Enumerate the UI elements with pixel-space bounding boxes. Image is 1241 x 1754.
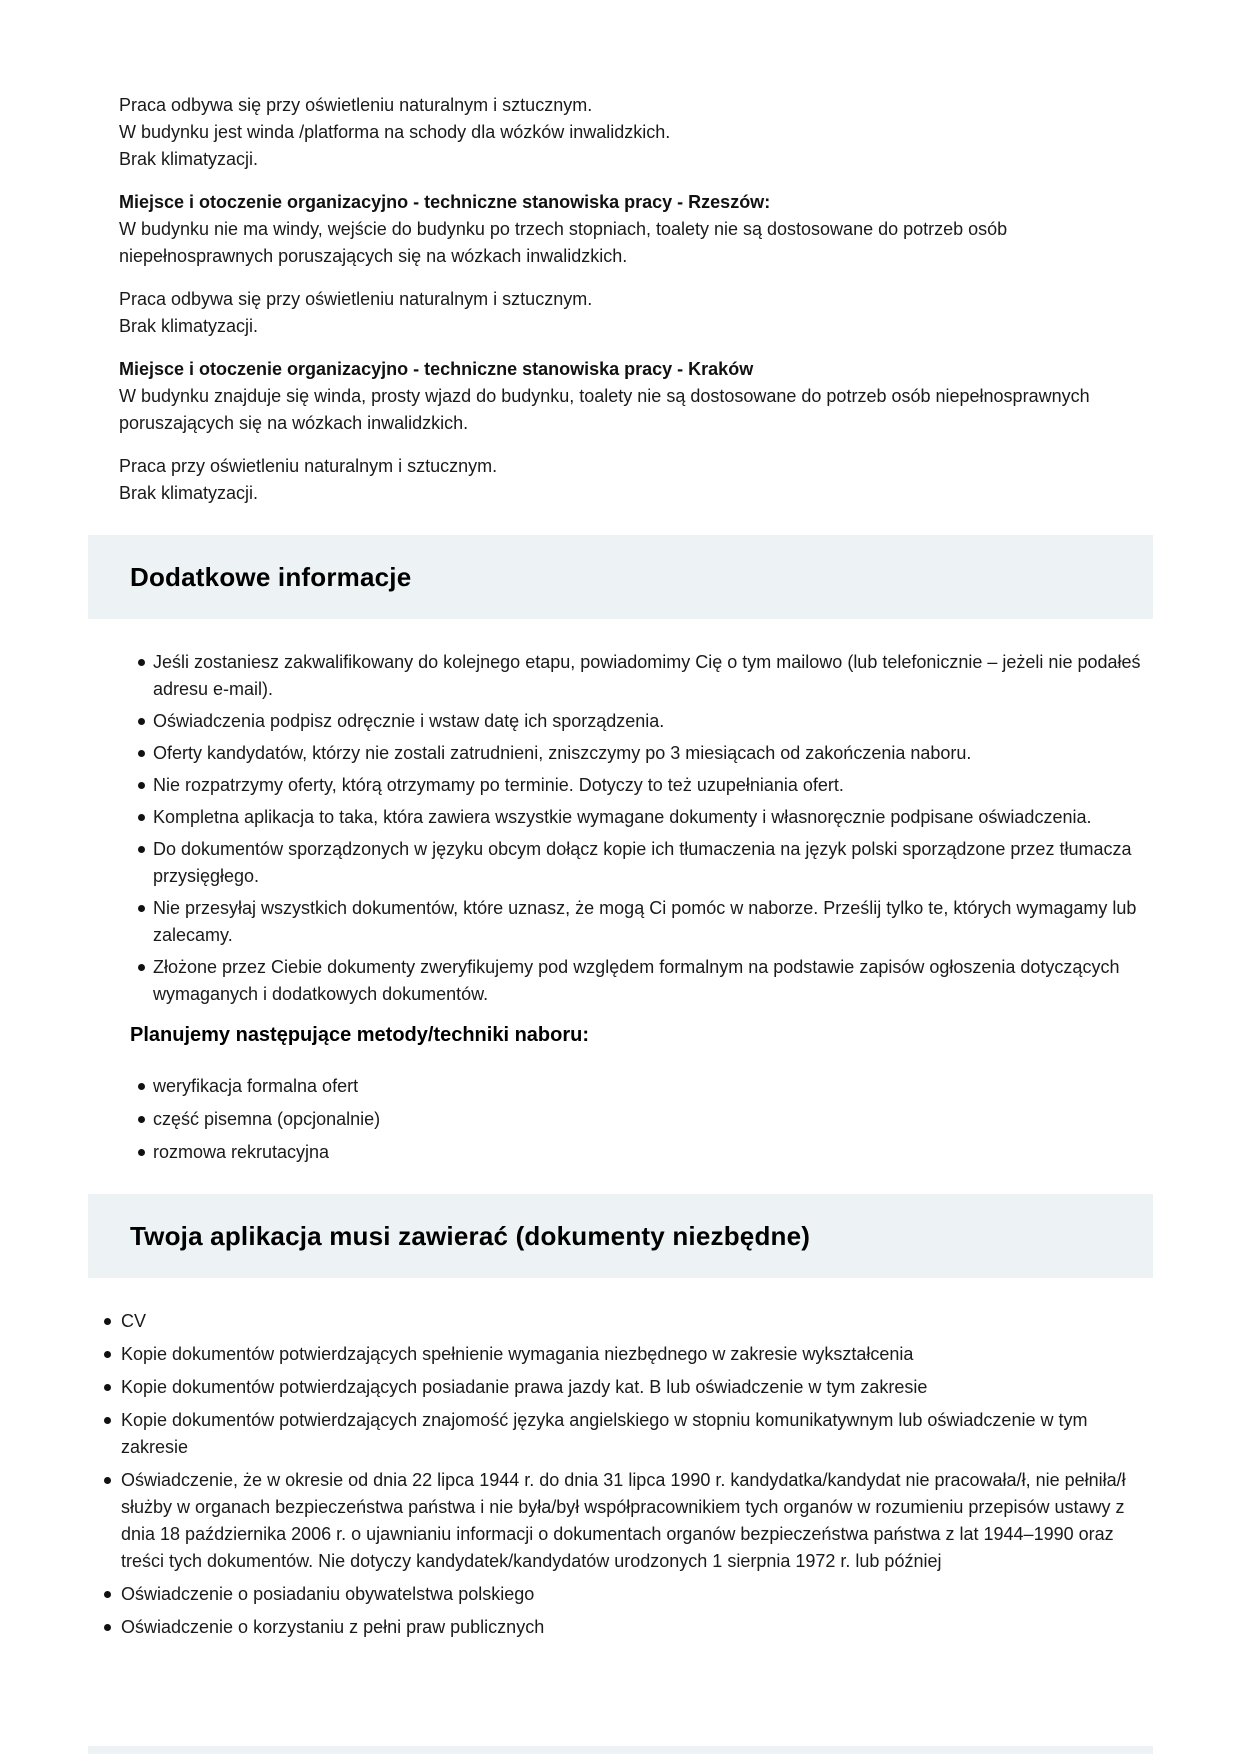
bullet-icon xyxy=(138,659,145,666)
paragraph-lines xyxy=(119,453,1153,507)
paragraph-lines xyxy=(119,92,1153,173)
list-item-text: Oferty kandydatów, którzy nie zostali zatrudnieni, zniszczymy po 3 miesiącach od zakończenia naboru. xyxy=(153,743,972,763)
section-title-additional-info: Dodatkowe informacje xyxy=(130,562,412,592)
text-line: Praca odbywa się przy oświetleniu naturalnym i sztucznym. xyxy=(119,289,593,309)
list-item xyxy=(104,1614,1139,1641)
list-item-text: rozmowa rekrutacyjna xyxy=(153,1142,330,1162)
list-item-text: Do dokumentów sporządzonych w języku obcym dołącz kopie ich tłumaczenia na język polski sporządzone przez tłumacza przysięgłego. xyxy=(153,839,1132,886)
text-line: Praca przy oświetleniu naturalnym i sztucznym. xyxy=(119,456,498,476)
job-announcement-document xyxy=(88,0,1153,1641)
bullet-icon xyxy=(138,814,145,821)
text-line: W budynku jest winda /platforma na schody dla wózków inwalidzkich. xyxy=(119,122,671,142)
list-item xyxy=(138,1139,1163,1166)
text-line: W budynku znajduje się winda, prosty wjazd do budynku, toalety nie są dostosowane do potrzeb osób niepełnosprawnych poruszających się na wózkach inwalidzkich. xyxy=(119,386,1090,433)
list-item xyxy=(104,1374,1139,1401)
required-documents-list xyxy=(88,1308,1139,1641)
paragraph-lines xyxy=(119,216,1153,270)
list-item-text: Kopie dokumentów potwierdzających spełnienie wymagania niezbędnego w zakresie wykształcenia xyxy=(121,1344,914,1364)
bullet-icon xyxy=(104,1417,111,1424)
section-header-required-documents xyxy=(88,1194,1153,1278)
list-item xyxy=(104,1407,1139,1461)
paragraph-block xyxy=(119,189,1153,270)
list-item-text: weryfikacja formalna ofert xyxy=(153,1076,359,1096)
list-item xyxy=(138,954,1163,1008)
list-item xyxy=(104,1581,1139,1608)
text-line: W budynku nie ma windy, wejście do budynku po trzech stopniach, toalety nie są dostosowane do potrzeb osób niepełnosprawnych poruszających się na wózkach inwalidzkich. xyxy=(119,219,1008,266)
additional-info-list xyxy=(88,649,1163,1008)
list-item-text: Kopie dokumentów potwierdzających znajomość języka angielskiego w stopniu komunikatywnym lub oświadczenie w tym zakresie xyxy=(121,1410,1088,1457)
bullet-icon xyxy=(104,1351,111,1358)
list-item xyxy=(104,1308,1139,1335)
text-line: Brak klimatyzacji. xyxy=(119,483,259,503)
list-item-text: Nie rozpatrzymy oferty, którą otrzymamy po terminie. Dotyczy to też uzupełniania ofert. xyxy=(153,775,844,795)
list-item xyxy=(138,895,1163,949)
bullet-icon xyxy=(138,718,145,725)
bullet-icon xyxy=(138,846,145,853)
recruitment-methods-list xyxy=(88,1073,1163,1166)
paragraph-lines xyxy=(119,383,1153,437)
bullet-icon xyxy=(138,1116,145,1123)
list-item xyxy=(104,1341,1139,1368)
text-line: Praca odbywa się przy oświetleniu naturalnym i sztucznym. xyxy=(119,95,593,115)
recruitment-methods-heading: Planujemy następujące metody/techniki naboru: xyxy=(130,1024,590,1046)
paragraph-block xyxy=(119,92,1153,173)
text-line: Brak klimatyzacji. xyxy=(119,149,259,169)
bullet-icon xyxy=(104,1477,111,1484)
paragraph-block xyxy=(119,286,1153,340)
workplace-conditions-text xyxy=(88,92,1153,507)
text-line: Brak klimatyzacji. xyxy=(119,316,259,336)
bullet-icon xyxy=(138,750,145,757)
paragraph-heading: Miejsce i otoczenie organizacyjno - techniczne stanowiska pracy - Kraków xyxy=(119,359,754,379)
next-section-box-edge xyxy=(88,1746,1153,1754)
bullet-icon xyxy=(138,964,145,971)
list-item-text: Nie przesyłaj wszystkich dokumentów, które uznasz, że mogą Ci pomóc w naborze. Prześlij tylko te, których wymagamy lub zalecamy. xyxy=(153,898,1137,945)
list-item xyxy=(138,772,1163,799)
list-item-text: Jeśli zostaniesz zakwalifikowany do kolejnego etapu, powiadomimy Cię o tym mailowo (lub telefonicznie – jeżeli nie podałeś adresu e-mail). xyxy=(153,652,1141,699)
paragraph-lines xyxy=(119,286,1153,340)
paragraph-heading: Miejsce i otoczenie organizacyjno - techniczne stanowiska pracy - Rzeszów: xyxy=(119,192,771,212)
bullet-icon xyxy=(104,1318,111,1325)
list-item xyxy=(138,1106,1163,1133)
list-item xyxy=(104,1467,1139,1575)
section-header-additional-info xyxy=(88,535,1153,619)
bullet-icon xyxy=(138,782,145,789)
section-title-required-documents: Twoja aplikacja musi zawierać (dokumenty niezbędne) xyxy=(130,1221,811,1251)
list-item-text: Oświadczenie o korzystaniu z pełni praw publicznych xyxy=(121,1617,545,1637)
list-item xyxy=(138,649,1163,703)
bullet-icon xyxy=(138,905,145,912)
list-item-text: Oświadczenie, że w okresie od dnia 22 lipca 1944 r. do dnia 31 lipca 1990 r. kandydatka/kandydat nie pracowała/ł, nie pełniła/ł służby w organach bezpieczeństwa państwa i nie była/był współpracownikiem tych organów w rozumieniu przepisów ustawy z dnia 18 października 2006 r. o ujawnianiu informacji o dokumentach organów bezpieczeństwa państwa z lat 1944–1990 oraz treści tych dokumentów. Nie dotyczy kandydatek/kandydatów urodzonych 1 sierpnia 1972 r. lub później xyxy=(121,1470,1126,1571)
bullet-icon xyxy=(138,1149,145,1156)
list-item xyxy=(138,836,1163,890)
list-item-text: Kopie dokumentów potwierdzających posiadanie prawa jazdy kat. B lub oświadczenie w tym zakresie xyxy=(121,1377,928,1397)
list-item-text: Oświadczenie o posiadaniu obywatelstwa polskiego xyxy=(121,1584,535,1604)
list-item-text: Oświadczenia podpisz odręcznie i wstaw datę ich sporządzenia. xyxy=(153,711,665,731)
bullet-icon xyxy=(104,1384,111,1391)
list-item-text: CV xyxy=(121,1311,147,1331)
paragraph-block xyxy=(119,453,1153,507)
list-item xyxy=(138,1073,1163,1100)
bullet-icon xyxy=(138,1083,145,1090)
list-item-text: Kompletna aplikacja to taka, która zawiera wszystkie wymagane dokumenty i własnoręcznie podpisane oświadczenia. xyxy=(153,807,1092,827)
list-item xyxy=(138,708,1163,735)
list-item-text: część pisemna (opcjonalnie) xyxy=(153,1109,381,1129)
list-item xyxy=(138,740,1163,767)
bullet-icon xyxy=(104,1624,111,1631)
bullet-icon xyxy=(104,1591,111,1598)
list-item-text: Złożone przez Ciebie dokumenty zweryfikujemy pod względem formalnym na podstawie zapisów ogłoszenia dotyczących wymaganych i dodatkowych dokumentów. xyxy=(153,957,1120,1004)
list-item xyxy=(138,804,1163,831)
paragraph-block xyxy=(119,356,1153,437)
